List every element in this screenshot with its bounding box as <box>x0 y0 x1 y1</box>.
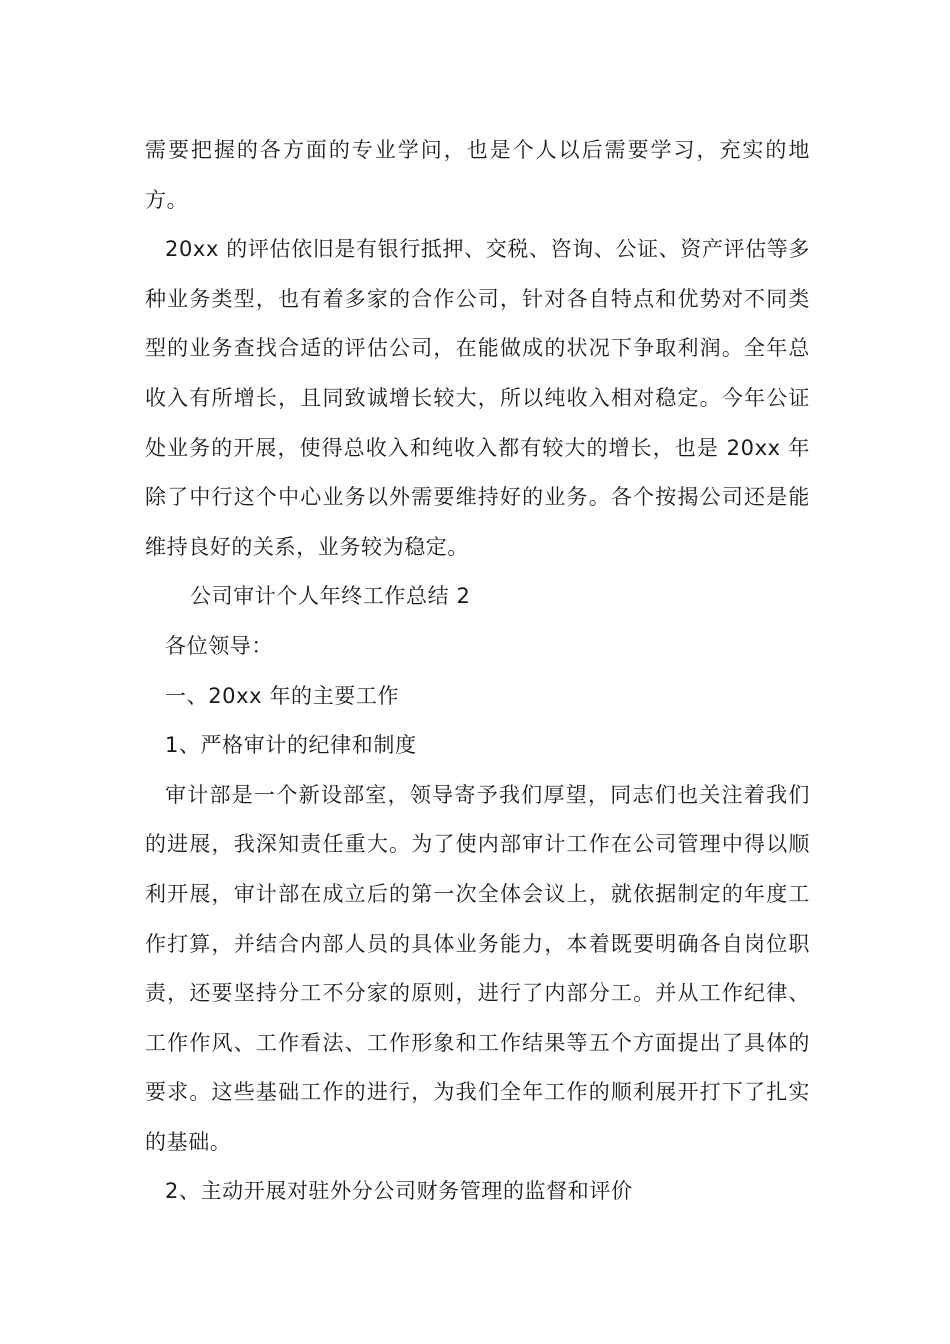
document-body <box>145 126 810 1217</box>
heading-audit-discipline: 1、严格审计的纪律和制度 <box>165 733 417 758</box>
heading-branch-supervision: 2、主动开展对驻外分公司财务管理的监督和评价 <box>165 1179 633 1204</box>
paragraph-business-overview: 20xx 的评估依旧是有银行抵押、交税、咨询、公证、资产评估等多种业务类型，也有着多家的合作公司，针对各自特点和优势对不同类型的业务查找合适的评估公司，在能做成的状况下争取利润。全年总收入有所增长，且同致诚增长较大，所以纯收入相对稳定。今年公证处业务的开展，使得总收入和纯收入都有较大的增长，也是 20xx 年除了中行这个中心业务以外需要维持好的业务。各个按揭公司还是能维持良好的关系，业务较为稳定。 <box>145 237 810 559</box>
salutation: 各位领导： <box>165 633 273 658</box>
paragraph-continuation: 需要把握的各方面的专业学问，也是个人以后需要学习，充实的地方。 <box>145 138 810 212</box>
paragraph-audit-department: 审计部是一个新设部室，领导寄予我们厚望，同志们也关注着我们的进展，我深知责任重大。为了使内部审计工作在公司管理中得以顺利开展，审计部在成立后的第一次全体会议上，就依据制定的年度工作打算，并结合内部人员的具体业务能力，本着既要明确各自岗位职责，还要坚持分工不分家的原则，进行了内部分工。并从工作纪律、工作作风、工作看法、工作形象和工作结果等五个方面提出了具体的要求。这些基础工作的进行，为我们全年工作的顺利展开打下了扎实的基础。 <box>145 782 810 1154</box>
heading-main-work: 一、20xx 年的主要工作 <box>165 683 400 708</box>
section-title: 公司审计个人年终工作总结 2 <box>190 584 471 609</box>
